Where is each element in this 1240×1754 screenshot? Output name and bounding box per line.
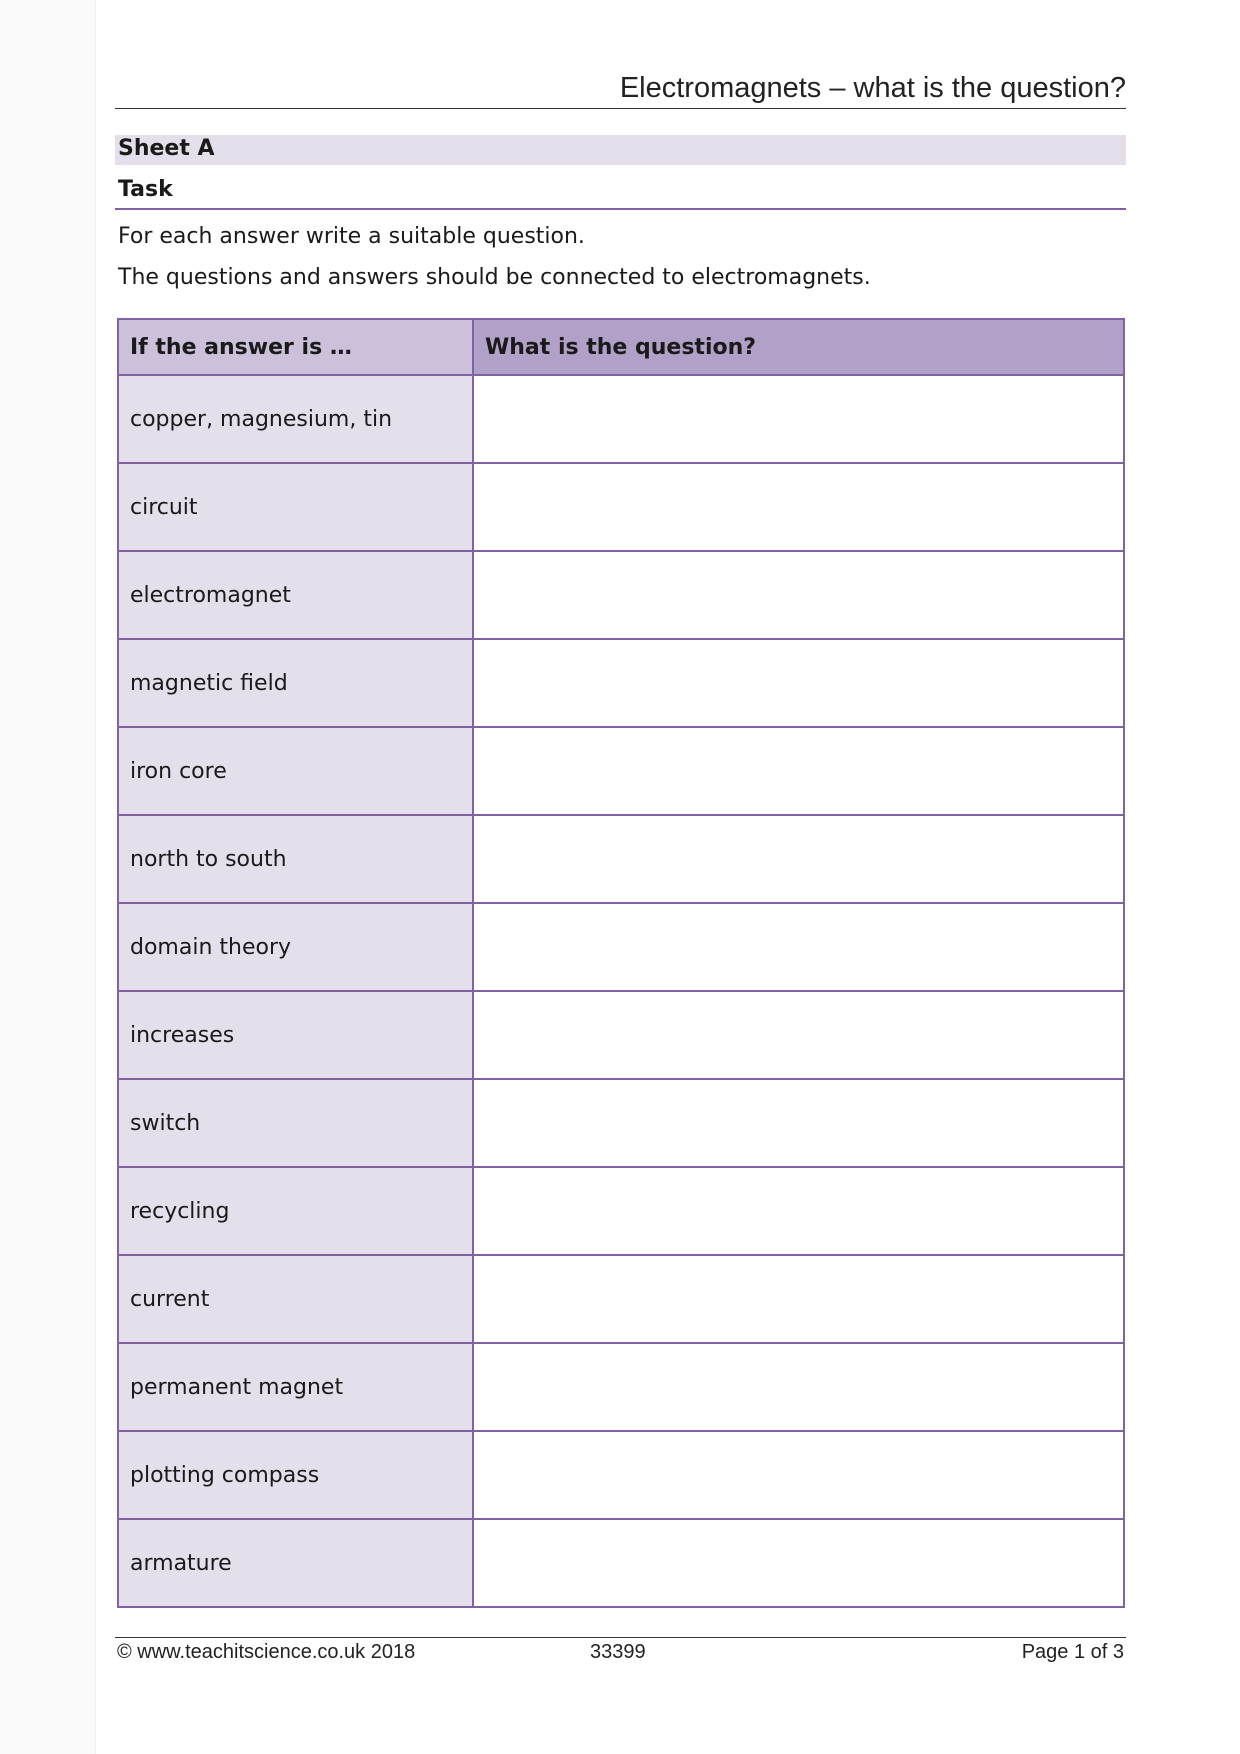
column-header-answer: If the answer is …: [118, 319, 473, 375]
table-header-row: [118, 319, 1124, 375]
answer-cell: magnetic field: [118, 639, 473, 727]
table-row: [118, 727, 1124, 815]
question-cell[interactable]: [473, 815, 1124, 903]
question-cell[interactable]: [473, 1079, 1124, 1167]
table-row: [118, 1255, 1124, 1343]
table-row: [118, 463, 1124, 551]
answer-question-table: [117, 318, 1125, 1608]
question-cell[interactable]: [473, 1255, 1124, 1343]
question-cell[interactable]: [473, 375, 1124, 463]
question-cell[interactable]: [473, 463, 1124, 551]
table-row: [118, 1167, 1124, 1255]
answer-cell: domain theory: [118, 903, 473, 991]
footer-page-number: Page 1 of 3: [1021, 1641, 1124, 1663]
answer-cell: electromagnet: [118, 551, 473, 639]
question-cell[interactable]: [473, 903, 1124, 991]
page-margin: [0, 0, 96, 1754]
question-cell[interactable]: [473, 1519, 1124, 1607]
answer-cell: copper, magnesium, tin: [118, 375, 473, 463]
page-title: Electromagnets – what is the question?: [619, 72, 1126, 104]
question-cell[interactable]: [473, 1343, 1124, 1431]
sheet-banner: [115, 135, 1126, 165]
answer-cell: armature: [118, 1519, 473, 1607]
answer-cell: increases: [118, 991, 473, 1079]
question-cell[interactable]: [473, 639, 1124, 727]
answer-cell: switch: [118, 1079, 473, 1167]
table-row: [118, 815, 1124, 903]
task-heading: Task: [118, 177, 173, 202]
answer-cell: iron core: [118, 727, 473, 815]
sheet-label: Sheet A: [118, 136, 215, 161]
question-cell[interactable]: [473, 991, 1124, 1079]
question-cell[interactable]: [473, 1167, 1124, 1255]
title-divider: [115, 108, 1126, 109]
question-cell[interactable]: [473, 551, 1124, 639]
table-row: [118, 991, 1124, 1079]
table-row: [118, 1431, 1124, 1519]
answer-cell: plotting compass: [118, 1431, 473, 1519]
answer-cell: permanent magnet: [118, 1343, 473, 1431]
task-divider: [115, 208, 1126, 210]
table-row: [118, 1079, 1124, 1167]
footer-divider: [115, 1637, 1126, 1638]
footer-copyright: © www.teachitscience.co.uk 2018: [117, 1641, 416, 1663]
instruction-line: The questions and answers should be connected to electromagnets.: [118, 265, 871, 290]
answer-cell: circuit: [118, 463, 473, 551]
answer-cell: current: [118, 1255, 473, 1343]
question-cell[interactable]: [473, 1431, 1124, 1519]
question-cell[interactable]: [473, 727, 1124, 815]
table-row: [118, 375, 1124, 463]
column-header-question: What is the question?: [473, 319, 1124, 375]
instruction-line: For each answer write a suitable question.: [118, 224, 585, 249]
footer-resource-code: 33399: [590, 1641, 646, 1663]
table-row: [118, 639, 1124, 727]
table-row: [118, 903, 1124, 991]
answer-cell: north to south: [118, 815, 473, 903]
table-row: [118, 551, 1124, 639]
table-body: [118, 375, 1124, 1607]
table-row: [118, 1343, 1124, 1431]
answer-cell: recycling: [118, 1167, 473, 1255]
table-row: [118, 1519, 1124, 1607]
